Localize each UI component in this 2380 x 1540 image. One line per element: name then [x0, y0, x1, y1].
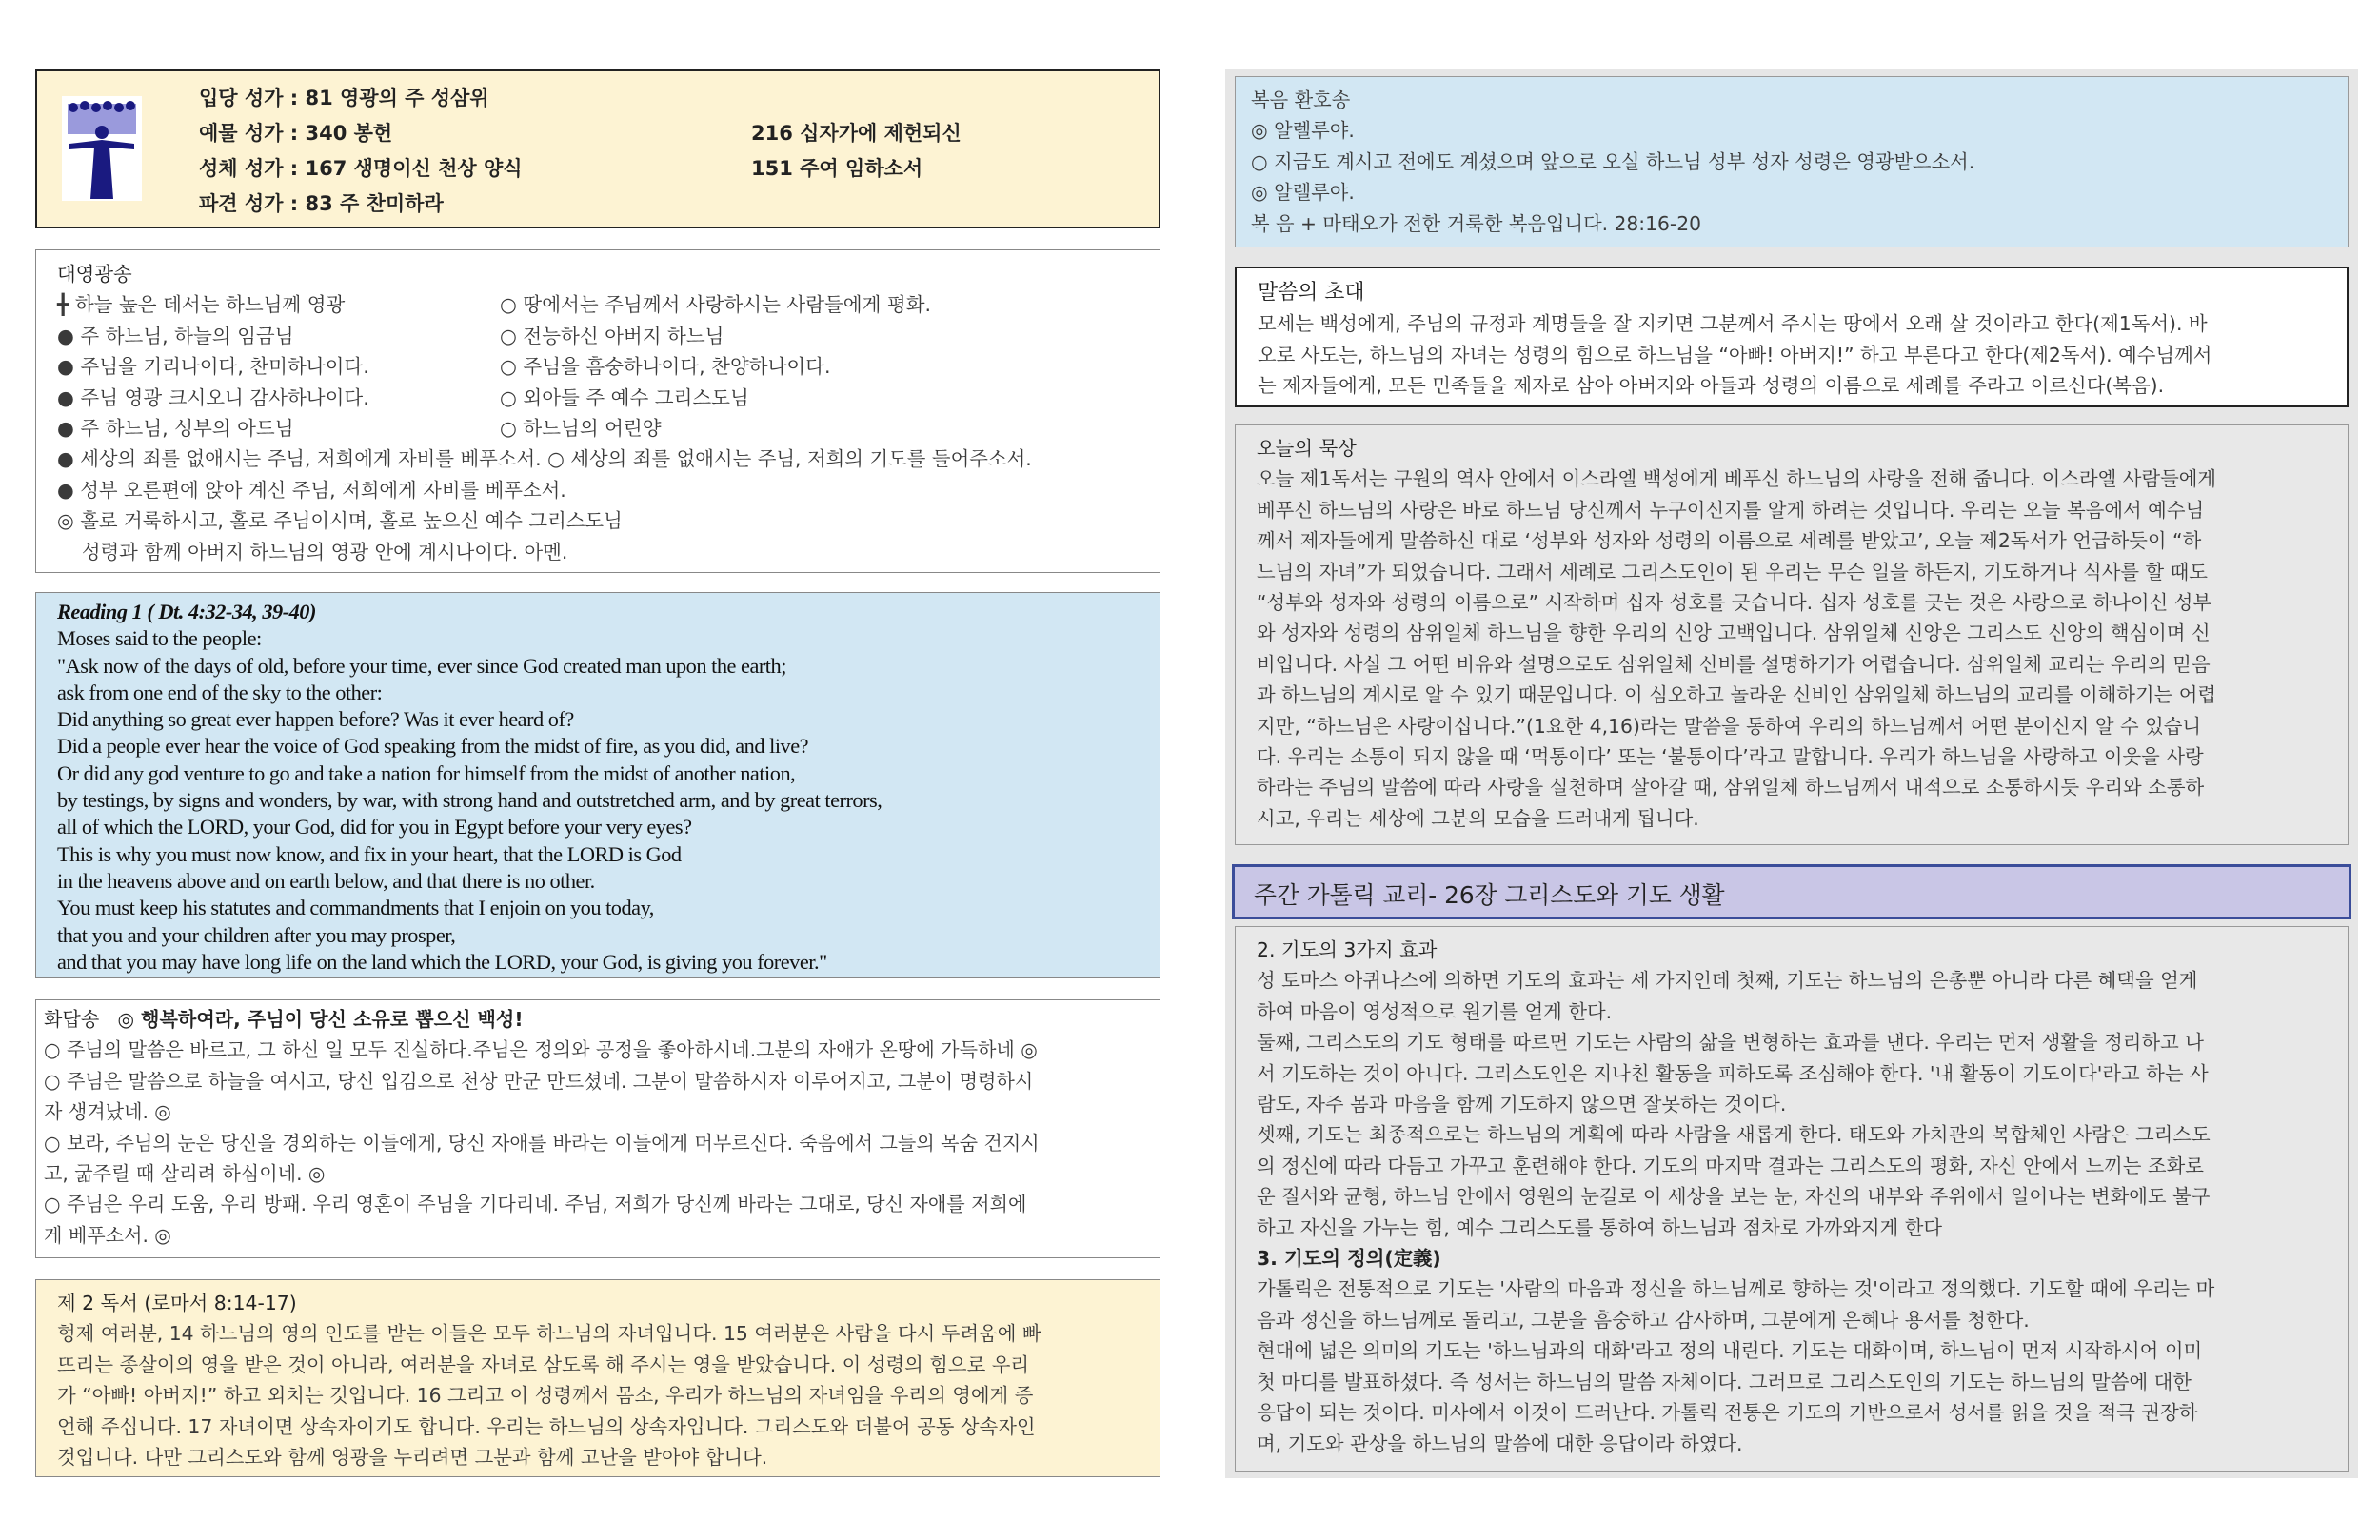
- reading1-line: Or did any god venture to go and take a nation for himself from the midst of another nation,: [57, 760, 796, 785]
- psalm-line: ○ 보라, 주님의 눈은 당신을 경외하는 이들에게, 당신 자애를 바라는 이들에게 머무르신다. 죽음에서 그들의 목숨 건지시: [44, 1131, 1040, 1155]
- gloria-box: [35, 249, 1160, 573]
- invitation-line: 는 제자들에게, 모든 민족들을 제자로 삼아 아버지와 아들과 성령의 이름으로 세례를 주라고 이르신다(복음).: [1258, 374, 2165, 398]
- gloria-row: ● 주 하느님, 성부의 아드님 ○ 하느님의 어린양: [57, 417, 662, 441]
- meditation-line: 하라는 주님의 말씀에 따라 사랑을 실천하며 살아갈 때, 삼위일체 하느님께서 내적으로 소통하시듯 우리와 소통하: [1257, 776, 2205, 800]
- offertory-hymn: 예물 성가 : 340 봉헌: [199, 122, 393, 145]
- reading1-line: "Ask now of the days of old, before your time, ever since God created man upon the earth;: [57, 653, 786, 678]
- catechism-line: 하여 마음이 영성적으로 원기를 얻게 한다.: [1257, 999, 1613, 1023]
- catechism-line: 첫 마디를 발표하셨다. 즉 성서는 하느님의 말씀 자체이다. 그러므로 그리스도인의 기도는 하느님의 말씀에 대한: [1257, 1370, 2192, 1393]
- reading2-title: 제 2 독서 (로마서 8:14-17): [57, 1292, 297, 1314]
- catechism-line: 둘째, 그리스도의 기도 형태를 따르면 기도는 사람의 삶을 변형하는 효과를 낸다. 우리는 먼저 생활을 정리하고 나: [1257, 1031, 2204, 1055]
- gloria-line: 성령과 함께 아버지 하느님의 영광 안에 계시나이다. 아멘.: [81, 540, 568, 563]
- catechism-line: 현대에 넓은 의미의 기도는 '하느님과의 대화'라고 정의 내린다. 기도는 대화이며, 하느님이 먼저 시작하시어 이미: [1257, 1339, 2203, 1363]
- catechism-line: 가톨릭은 전통적으로 기도는 '사람의 마음과 정신을 하느님께로 향하는 것'이라고 정의했다. 기도할 때에 우리는 마: [1257, 1277, 2215, 1301]
- church-logo-icon: [62, 96, 142, 201]
- meditation-line: 느님의 자녀”가 되었습니다. 그래서 세례로 그리스도인이 된 우리는 무슨 일을 하든지, 기도하거나 식사를 할 때도: [1257, 560, 2208, 583]
- entrance-hymn: 입당 성가 : 81 영광의 주 성삼위: [199, 87, 489, 109]
- catechism-header-bar: [1232, 864, 2351, 919]
- reading2-line: 언해 주십니다. 17 자녀이면 상속자이기도 합니다. 우리는 하느님의 상속자입니다. 그리스도와 더불어 공동 상속자인: [57, 1414, 1036, 1438]
- psalm-line: 고, 굶주릴 때 살리려 하심이네. ◎: [44, 1162, 326, 1186]
- catechism-line: 성 토마스 아퀴나스에 의하면 기도의 효과는 세 가지인데 첫째, 기도는 하느님의 은총뿐 아니라 다른 혜택을 얻게: [1257, 969, 2198, 993]
- gospel-line: ◎ 알렐루야.: [1251, 181, 1355, 205]
- psalm-line: 자 생겨났네. ◎: [44, 1100, 171, 1124]
- meditation-line: “성부와 성자와 성령의 이름으로” 시작하며 십자 성호를 긋습니다. 십자 성호를 긋는 것은 사랑으로 하나이신 성부: [1257, 591, 2212, 615]
- reading1-line: all of which the LORD, your God, did for you in Egypt before your very eyes?: [57, 815, 692, 839]
- catechism-line: 응답이 되는 것이다. 미사에서 이것이 드러난다. 가톨릭 전통은 기도의 기반으로서 성서를 읽을 것을 적극 권장하: [1257, 1401, 2198, 1425]
- reading1-line: Did anything so great ever happen before? Was it ever heard of?: [57, 707, 574, 732]
- meditation-line: 지만, “하느님은 사랑이십니다.”(1요한 4,16)라는 말씀을 통하여 우리의 하느님께서 어떤 분이신지 알 수 있습니: [1257, 714, 2202, 738]
- catechism-heading: 2. 기도의 3가지 효과: [1257, 938, 1438, 961]
- catechism-line: 운 질서와 균형, 하느님 안에서 영원의 눈길로 이 세상을 보는 눈, 자신의 내부와 주위에서 일어나는 변화에도 불구: [1257, 1185, 2211, 1209]
- gloria-line: ● 성부 오른편에 앉아 계신 주님, 저희에게 자비를 베푸소서.: [57, 478, 566, 502]
- gloria-line: ◎ 홀로 거룩하시고, 홀로 주님이시며, 홀로 높으신 예수 그리스도님: [57, 509, 623, 533]
- psalm-line: ○ 주님은 우리 도움, 우리 방패. 우리 영혼이 주님을 기다리네. 주님, 저희가 당신께 바라는 그대로, 당신 자애를 저희에: [44, 1193, 1027, 1216]
- psalm-heading: [44, 1004, 1139, 1035]
- psalm-line: ○ 주님은 말씀으로 하늘을 여시고, 당신 입김으로 천상 만군 만드셨네. 그분이 말씀하시자 이루어지고, 그분이 명령하시: [44, 1069, 1034, 1093]
- catechism-header: 주간 가톨릭 교리- 26장 그리스도와 기도 생활: [1254, 881, 1725, 909]
- meditation-line: 베푸신 하느님의 사랑은 바로 하느님 당신께서 누구이신지를 알게 하려는 것입니다. 우리는 오늘 복음에서 예수님: [1257, 498, 2205, 522]
- gloria-title: 대영광송: [57, 263, 132, 286]
- catechism-line: 하고 자신을 가누는 힘, 예수 그리스도를 통하여 하느님과 점차로 가까와지게 한다: [1257, 1215, 1943, 1239]
- meditation-title: 오늘의 묵상: [1257, 437, 1357, 460]
- reading1-line: that you and your children after you may prosper,: [57, 922, 456, 947]
- meditation-line: 과 하느님의 계시로 알 수 있기 때문입니다. 이 심오하고 놀라운 신비인 삼위일체 하느님의 교리를 이해하기는 어렵: [1257, 683, 2217, 707]
- reading1-line: Moses said to the people:: [57, 626, 262, 651]
- offertory-hymn-alt: 216 십자가에 제헌되신: [751, 122, 962, 145]
- psalm-line: ○ 주님의 말씀은 바르고, 그 하신 일 모두 진실하다.주님은 정의와 공정을 좋아하시네.그분의 자애가 온땅에 가득하네 ◎: [44, 1038, 1038, 1062]
- reading1-line: You must keep his statutes and commandments that I enjoin on you today,: [57, 896, 654, 920]
- psalm-refrain: ◎ 행복하여라, 주님이 당신 소유로 뽑으신 백성!: [117, 1008, 524, 1031]
- reading1-box: [35, 592, 1160, 978]
- invitation-line: 오로 사도는, 하느님의 자녀는 성령의 힘으로 하느님을 “아빠! 아버지!” 하고 부른다고 한다(제2독서). 예수님께서: [1258, 343, 2212, 366]
- reading1-line: Did a people ever hear the voice of God speaking from the midst of fire, as you did, and live?: [57, 734, 809, 759]
- gospel-line: ◎ 알렐루야.: [1251, 119, 1355, 143]
- reading1-line: in the heavens above and on earth below, and that there is no other.: [57, 868, 595, 893]
- invitation-line: 모세는 백성에게, 주님의 규정과 계명들을 잘 지키면 그분께서 주시는 땅에서 오래 살 것이라고 한다(제1독서). 바: [1258, 312, 2208, 336]
- invitation-box: [1235, 267, 2349, 407]
- reading2-line: 뜨리는 종살이의 영을 받은 것이 아니라, 여러분을 자녀로 삼도록 해 주시는 영을 받았습니다. 이 성령의 힘으로 우리: [57, 1352, 1030, 1376]
- reading1-title: Reading 1 ( Dt. 4:32-34, 39-40): [57, 600, 316, 623]
- communion-hymn-alt: 151 주여 임하소서: [751, 157, 923, 180]
- reading1-line: and that you may have long life on the land which the LORD, your God, is giving you forever.": [57, 949, 827, 974]
- gospel-line: 복 음 + 마태오가 전한 거룩한 복음입니다. 28:16-20: [1251, 211, 1701, 235]
- catechism-line: 서 기도하는 것이 아니다. 그리스도인은 지나친 활동을 피하도록 조심해야 한다. '내 활동이 기도이다'라고 하는 사: [1257, 1061, 2209, 1085]
- catechism-line: 셋째, 기도는 최종적으로는 하느님의 계획에 따라 사람을 새롭게 한다. 태도와 가치관의 복합체인 사람은 그리스도: [1257, 1123, 2211, 1147]
- catechism-box: [1235, 926, 2349, 1472]
- catechism-heading: 3. 기도의 정의(定義): [1257, 1247, 1441, 1271]
- meditation-line: 다. 우리는 소통이 되지 않을 때 ‘먹통이다’ 또는 ‘불통이다’라고 말합니다. 우리가 하느님을 사랑하고 이웃을 사랑: [1257, 745, 2204, 769]
- invitation-title: 말씀의 초대: [1258, 281, 1365, 305]
- catechism-line: 의 정신에 따라 다듬고 가꾸고 훈련해야 한다. 기도의 마지막 결과는 그리스도의 평화, 자신 안에서 느끼는 조화로: [1257, 1154, 2204, 1177]
- reading2-line: 것입니다. 다만 그리스도와 함께 영광을 누리려면 그분과 함께 고난을 받아야 합니다.: [57, 1446, 768, 1470]
- catechism-line: 며, 기도와 관상을 하느님의 말씀에 대한 응답이라 하였다.: [1257, 1431, 1743, 1455]
- reading2-line: 가 “아빠! 아버지!” 하고 외치는 것입니다. 16 그리고 이 성령께서 몸소, 우리가 하느님의 자녀임을 우리의 영에게 증: [57, 1384, 1034, 1408]
- catechism-line: 음과 정신을 하느님께로 돌리고, 그분을 흠숭하고 감사하며, 그분에게 은혜나 용서를 청한다.: [1257, 1308, 2030, 1332]
- gospel-line: 복음 환호송: [1251, 89, 1351, 111]
- communion-hymn: 성체 성가 : 167 생명이신 천상 양식: [199, 157, 523, 180]
- gospel-line: ○ 지금도 계시고 전에도 계셨으며 앞으로 오실 하느님 성부 성자 성령은 영광받으소서.: [1251, 149, 1975, 173]
- psalm-box: [35, 999, 1160, 1258]
- reading1-line: by testings, by signs and wonders, by war, with strong hand and outstretched arm, and by great terrors,: [57, 788, 883, 813]
- catechism-line: 람도, 자주 몸과 마음을 함께 기도하지 않으면 잘못하는 것이다.: [1257, 1093, 1787, 1116]
- gloria-row: ╋ 하늘 높은 데서는 하느님께 영광 ○ 땅에서는 주님께서 사랑하시는 사람들에게 평화.: [57, 293, 932, 317]
- meditation-box: [1235, 424, 2349, 845]
- gospel-box: [1235, 76, 2349, 247]
- dismissal-hymn: 파견 성가 : 83 주 찬미하라: [199, 192, 444, 215]
- reading2-box: [35, 1279, 1160, 1477]
- gloria-row: ● 주 하느님, 하늘의 임금님 ○ 전능하신 아버지 하느님: [57, 324, 724, 347]
- meditation-line: 오늘 제1독서는 구원의 역사 안에서 이스라엘 백성에게 베푸신 하느님의 사랑을 전해 줍니다. 이스라엘 사람들에게: [1257, 467, 2217, 491]
- psalm-line: 게 베푸소서. ◎: [44, 1223, 171, 1247]
- psalm-title: 화답송: [44, 1008, 100, 1031]
- hymns-box: [35, 69, 1160, 228]
- reading1-line: This is why you must now know, and fix in your heart, that the LORD is God: [57, 841, 682, 866]
- meditation-line: 비입니다. 사실 그 어떤 비유와 설명으로도 삼위일체 신비를 설명하기가 어렵습니다. 삼위일체 교리는 우리의 믿음: [1257, 652, 2211, 676]
- gloria-row: ● 주님 영광 크시오니 감사하나이다. ○ 외아들 주 예수 그리스도님: [57, 385, 749, 409]
- meditation-line: 시고, 우리는 세상에 그분의 모습을 드러내게 됩니다.: [1257, 806, 1699, 830]
- gloria-line: ● 세상의 죄를 없애시는 주님, 저희에게 자비를 베푸소서. ○ 세상의 죄를 없애시는 주님, 저희의 기도를 들어주소서.: [57, 447, 1032, 471]
- reading1-line: ask from one end of the sky to the other:: [57, 680, 383, 704]
- meditation-line: 께서 제자들에게 말씀하신 대로 ‘성부와 성자와 성령의 이름으로 세례를 받았고’, 오늘 제2독서가 언급하듯이 “하: [1257, 529, 2202, 553]
- meditation-line: 와 성자와 성령의 삼위일체 하느님을 향한 우리의 신앙 고백입니다. 삼위일체 신앙은 그리스도 신앙의 핵심이며 신: [1257, 622, 2211, 645]
- gloria-row: ● 주님을 기리나이다, 찬미하나이다. ○ 주님을 흠숭하나이다, 찬양하나이다.: [57, 355, 831, 379]
- reading2-line: 형제 여러분, 14 하느님의 영의 인도를 받는 이들은 모두 하느님의 자녀입니다. 15 여러분은 사람을 다시 두려움에 빠: [57, 1322, 1041, 1346]
